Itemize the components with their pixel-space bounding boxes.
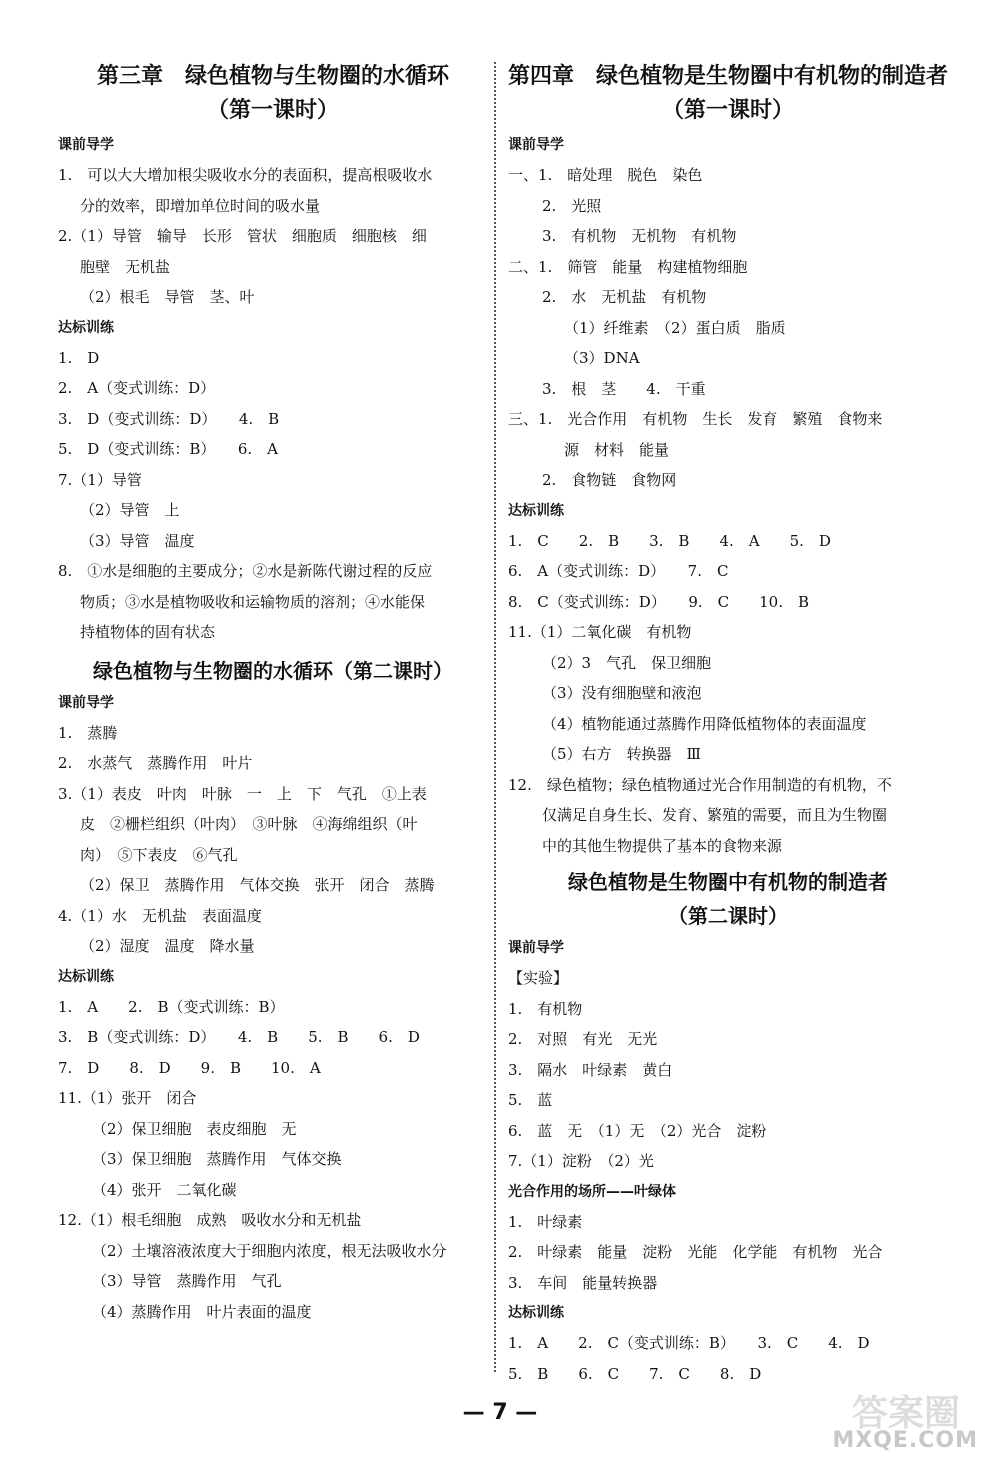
answer-line: （3）没有细胞壁和液泡 <box>542 684 702 702</box>
section-heading: 课前导学 <box>508 940 564 956</box>
chapter-3-subtitle: （第一课时） <box>206 98 339 123</box>
page-number: — 7 — <box>462 1400 538 1425</box>
answer-line: （2）导管 上 <box>80 501 180 519</box>
section-heading: 达标训练 <box>508 502 564 519</box>
answer-line: 11.（1）二氧化碳 有机物 <box>508 623 692 641</box>
answer-list <box>58 992 488 1328</box>
answer-line: 3. D（变式训练：D） 4. B <box>58 409 280 428</box>
answer-line: 7.（1）淀粉 （2）光 <box>508 1152 654 1170</box>
answer-line: 3. B（变式训练：D） 4. B 5. B 6. D <box>58 1028 420 1046</box>
answer-line: 一、1. 暗处理 脱色 染色 <box>508 166 703 184</box>
answer-line: 3. 根 茎 4. 干重 <box>542 379 706 398</box>
answer-line: （3）导管 蒸腾作用 气孔 <box>92 1272 282 1290</box>
answer-list <box>508 526 948 862</box>
answer-line: 4.（1）水 无机盐 表面温度 <box>58 906 262 925</box>
answer-line: 1. D <box>58 348 100 367</box>
answer-line: 1. 蒸腾 <box>58 723 118 742</box>
answer-list <box>508 160 948 496</box>
answer-line: 7. D 8. D 9. B 10. A <box>58 1058 321 1077</box>
answer-line: （2）湿度 温度 降水量 <box>80 937 255 955</box>
answer-line: 12.（1）根毛细胞 成熟 吸收水分和无机盐 <box>58 1211 362 1229</box>
answer-line: 【实验】 <box>508 969 569 987</box>
answer-line: 2. 水蒸气 蒸腾作用 叶片 <box>58 754 253 772</box>
answer-line: 2. 叶绿素 能量 淀粉 光能 化学能 有机物 光合 <box>508 1243 883 1261</box>
answer-line: 5. D（变式训练：B） 6. A <box>58 440 279 458</box>
answer-line: 2. 对照 有光 无光 <box>508 1030 658 1048</box>
answer-line: 6. A（变式训练：D） 7. C <box>508 562 729 580</box>
section-heading: 达标训练 <box>58 319 114 336</box>
answer-line: （3）导管 温度 <box>80 531 195 550</box>
chapter-4-subtitle: （第一课时） <box>661 98 794 123</box>
watermark-url: MXQE.COM <box>832 1428 978 1453</box>
answer-line: 1. 叶绿素 <box>508 1212 583 1231</box>
answer-line: 2. A（变式训练：D） <box>58 379 216 397</box>
answer-line: 3. 车间 能量转换器 <box>508 1273 658 1292</box>
answer-line: 中的其他生物提供了基本的食物来源 <box>542 836 783 855</box>
answer-list <box>58 718 488 962</box>
lesson-2-title: 绿色植物与生物圈的水循环（第二课时） <box>93 658 453 683</box>
answer-line: 持植物体的固有状态 <box>80 623 216 641</box>
column-divider <box>494 62 496 1372</box>
answer-line: 1. A 2. B（变式训练：B） <box>58 997 285 1016</box>
answer-line: 5. B 6. C 7. C 8. D <box>508 1364 762 1383</box>
answer-line: 1. C 2. B 3. B 4. A 5. D <box>508 531 831 550</box>
answer-line: 5. 蓝 <box>508 1091 553 1109</box>
section-heading: 课前导学 <box>58 137 114 153</box>
answer-line: （2）保卫 蒸腾作用 气体交换 张开 闭合 蒸腾 <box>80 876 435 894</box>
section-heading: 光合作用的场所——叶绿体 <box>508 1183 676 1200</box>
answer-line: （2）土壤溶液浓度大于细胞内浓度，根无法吸收水分 <box>92 1241 447 1260</box>
answer-line: 2. 光照 <box>542 196 602 215</box>
answer-line: 1. A 2. C（变式训练：B） 3. C 4. D <box>508 1334 870 1352</box>
answer-line: 7.（1）导管 <box>58 470 142 489</box>
answer-line: 仅满足自身生长、发育、繁殖的需要，而且为生物圈 <box>542 806 888 824</box>
answer-line: （4）蒸腾作用 叶片表面的温度 <box>92 1302 312 1321</box>
answer-list <box>508 1207 948 1299</box>
watermark-logo: 答案圈 <box>851 1393 960 1434</box>
answer-line: 皮 ②栅栏组织（叶肉） ③叶脉 ④海绵组织（叶 <box>80 815 418 833</box>
answer-line: 物质；③水是植物吸收和运输物质的溶剂；④水能保 <box>80 592 426 611</box>
answer-line: 2.（1）导管 输导 长形 管状 细胞质 细胞核 细 <box>58 227 427 245</box>
answer-line: 1. 有机物 <box>508 999 583 1018</box>
answer-line: 2. 水 无机盐 有机物 <box>542 288 707 306</box>
answer-line: 二、1. 筛管 能量 构建植物细胞 <box>508 257 748 276</box>
answer-line: （2）保卫细胞 表皮细胞 无 <box>92 1119 297 1138</box>
answer-line: 8. C（变式训练：D） 9. C 10. B <box>508 592 809 611</box>
section-heading: 课前导学 <box>58 694 114 711</box>
chapter-4-title: 第四章 绿色植物是生物圈中有机物的制造者 <box>508 64 949 89</box>
answer-line: 12. 绿色植物；绿色植物通过光合作用制造的有机物，不 <box>508 775 892 794</box>
answer-line: 分的效率，即增加单位时间的吸水量 <box>80 196 321 215</box>
lesson-2-title: 绿色植物是生物圈中有机物的制造者 <box>568 870 888 894</box>
answer-line: （2）3 气孔 保卫细胞 <box>542 653 712 672</box>
answer-list <box>508 1328 948 1389</box>
answer-line: （3）保卫细胞 蒸腾作用 气体交换 <box>92 1150 342 1168</box>
answer-line: （1）纤维素 （2）蛋白质 脂质 <box>564 318 786 337</box>
answer-line: 3. 隔水 叶绿素 黄白 <box>508 1060 673 1079</box>
section-heading: 课前导学 <box>508 137 564 153</box>
answer-line: 3. 有机物 无机物 有机物 <box>542 227 737 245</box>
answer-list <box>58 160 488 313</box>
answer-line: （2）根毛 导管 茎、叶 <box>80 288 255 306</box>
answer-line: 1. 可以大大增加根尖吸收水分的表面积，提高根吸收水 <box>58 166 433 184</box>
answer-line: 胞壁 无机盐 <box>80 257 171 276</box>
answer-line: （3）DNA <box>564 349 640 367</box>
answer-list <box>508 963 948 1177</box>
answer-line: 6. 蓝 无 （1）无 （2）光合 淀粉 <box>508 1121 767 1140</box>
answer-line: 肉） ⑤下表皮 ⑥气孔 <box>80 845 238 864</box>
answer-line: 源 材料 能量 <box>564 440 670 459</box>
answer-line: 8. ①水是细胞的主要成分；②水是新陈代谢过程的反应 <box>58 562 433 580</box>
section-heading: 达标训练 <box>508 1305 564 1321</box>
answer-line: 3.（1）表皮 叶肉 叶脉 一 上 下 气孔 ①上表 <box>58 784 427 803</box>
right-column <box>508 60 948 1389</box>
answer-line: 11.（1）张开 闭合 <box>58 1089 197 1107</box>
answer-line: 2. 食物链 食物网 <box>542 471 677 489</box>
answer-list <box>58 343 488 648</box>
left-column <box>58 60 488 1327</box>
answer-line: （5）右方 转换器 Ⅲ <box>542 745 702 763</box>
answer-line: 三、1. 光合作用 有机物 生长 发育 繁殖 食物来 <box>508 410 883 428</box>
answer-line: （4）植物能通过蒸腾作用降低植物体的表面温度 <box>542 714 867 733</box>
chapter-3-title: 第三章 绿色植物与生物圈的水循环 <box>96 64 449 89</box>
lesson-2-subtitle: （第二课时） <box>668 904 788 928</box>
answer-line: （4）张开 二氧化碳 <box>92 1180 237 1199</box>
section-heading: 达标训练 <box>58 968 114 985</box>
